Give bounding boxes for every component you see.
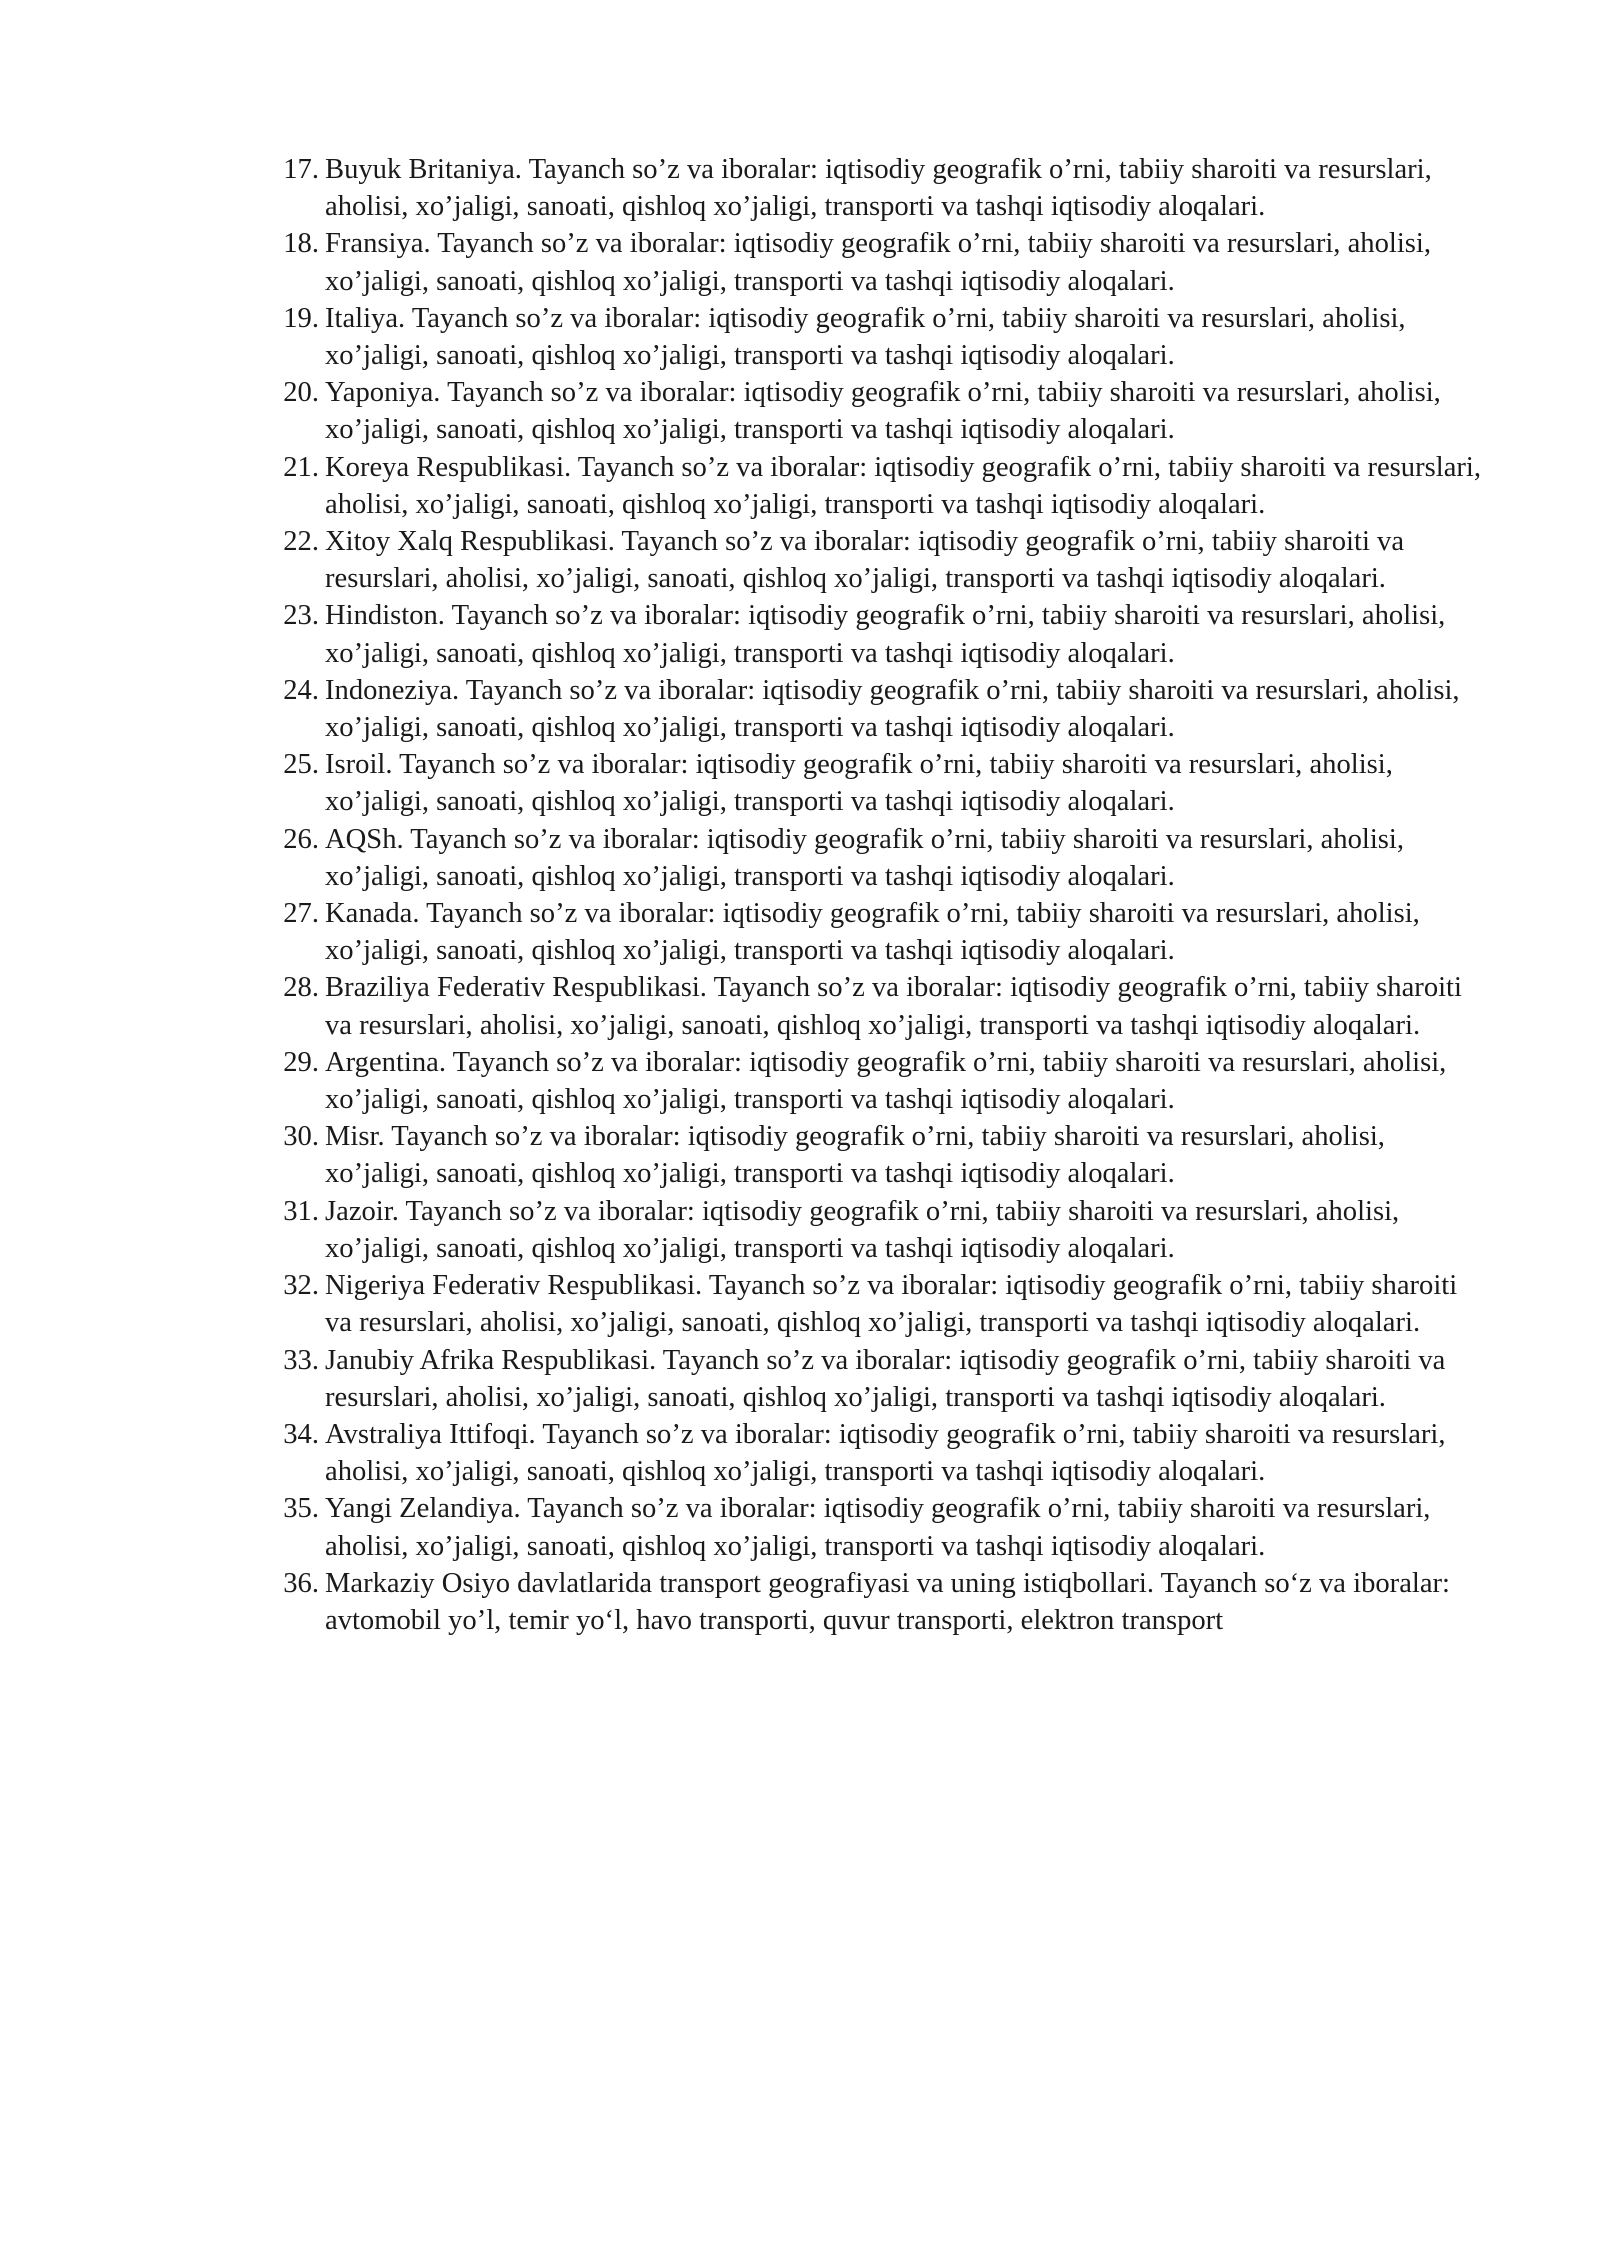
item-number: 20. bbox=[283, 377, 319, 409]
list-item bbox=[273, 225, 1488, 299]
topic-list bbox=[273, 151, 1488, 1639]
list-item bbox=[273, 895, 1488, 969]
item-number: 26. bbox=[283, 823, 319, 855]
item-number: 33. bbox=[283, 1344, 319, 1376]
list-item bbox=[273, 821, 1488, 895]
list-item bbox=[273, 523, 1488, 597]
list-item bbox=[273, 1193, 1488, 1267]
list-item bbox=[273, 1565, 1488, 1639]
item-text: Misr. Tayanch so’z va iboralar: iqtisodiy geografik o’rni, tabiiy sharoiti va resurslari, aholisi, xo’jaligi, sanoati, qishloq xo’jaligi, transporti va tashqi iqtisodiy aloqalari. bbox=[325, 1121, 1385, 1190]
list-item bbox=[273, 1490, 1488, 1564]
item-text: Fransiya. Tayanch so’z va iboralar: iqtisodiy geografik o’rni, tabiiy sharoiti va resurslari, aholisi, xo’jaligi, sanoati, qishloq xo’jaligi, transporti va tashqi iqtisodiy aloqalari. bbox=[325, 228, 1431, 297]
item-number: 27. bbox=[283, 898, 319, 930]
item-text: Buyuk Britaniya. Tayanch so’z va iboralar: iqtisodiy geografik o’rni, tabiiy sharoiti va resurslari, aholisi, xo’jaligi, sanoati, qishloq xo’jaligi, transporti va tashqi iqtisodiy aloqalari. bbox=[325, 154, 1432, 223]
item-text: Argentina. Tayanch so’z va iboralar: iqtisodiy geografik o’rni, tabiiy sharoiti va resurslari, aholisi, xo’jaligi, sanoati, qishloq xo’jaligi, transporti va tashqi iqtisodiy aloqalari. bbox=[325, 1046, 1447, 1116]
item-number: 24. bbox=[283, 674, 319, 706]
list-item bbox=[273, 1044, 1488, 1118]
item-text: Yaponiya. Tayanch so’z va iboralar: iqtisodiy geografik o’rni, tabiiy sharoiti va resurslari, aholisi, xo’jaligi, sanoati, qishloq xo’jaligi, transporti va tashqi iqtisodiy aloqalari. bbox=[325, 377, 1441, 446]
item-number: 18. bbox=[283, 228, 319, 260]
list-item bbox=[273, 1118, 1488, 1192]
item-number: 25. bbox=[283, 749, 319, 781]
item-number: 22. bbox=[283, 526, 319, 558]
item-text: Italiya. Tayanch so’z va iboralar: iqtisodiy geografik o’rni, tabiiy sharoiti va resurslari, aholisi, xo’jaligi, sanoati, qishloq xo’jaligi, transporti va tashqi iqtisodiy aloqalari. bbox=[325, 302, 1406, 372]
list-item bbox=[273, 449, 1488, 523]
list-item bbox=[273, 1416, 1488, 1490]
item-text: Janubiy Afrika Respublikasi. Tayanch so’z va iboralar: iqtisodiy geografik o’rni, tabiiy sharoiti va resurslari, aholisi, xo’jaligi, sanoati, qishloq xo’jaligi, transporti va tashqi iqtisodiy aloqalari. bbox=[325, 1344, 1446, 1413]
item-number: 30. bbox=[283, 1121, 319, 1153]
list-item bbox=[273, 597, 1488, 671]
item-number: 36. bbox=[283, 1567, 319, 1599]
item-text: AQSh. Tayanch so’z va iboralar: iqtisodiy geografik o’rni, tabiiy sharoiti va resurslari, aholisi, xo’jaligi, sanoati, qishloq xo’jaligi, transporti va tashqi iqtisodiy aloqalari. bbox=[325, 823, 1405, 892]
list-item bbox=[273, 151, 1488, 225]
list-item bbox=[273, 1342, 1488, 1416]
item-number: 35. bbox=[283, 1493, 319, 1525]
item-number: 31. bbox=[283, 1195, 319, 1227]
list-item bbox=[273, 374, 1488, 448]
list-item bbox=[273, 969, 1488, 1043]
item-text: Koreya Respublikasi. Tayanch so’z va iboralar: iqtisodiy geografik o’rni, tabiiy sharoiti va resurslari, aholisi, xo’jaligi, sanoati, qishloq xo’jaligi, transporti va tashqi iqtisodiy aloqalari. bbox=[325, 451, 1481, 520]
item-text: Braziliya Federativ Respublikasi. Tayanch so’z va iboralar: iqtisodiy geografik o’rni, tabiiy sharoiti va resurslari, aholisi, xo’jaligi, sanoati, qishloq xo’jaligi, transporti va tashqi iqtisodiy aloqalari. bbox=[325, 972, 1462, 1041]
item-number: 19. bbox=[283, 302, 319, 334]
item-text: Markaziy Osiyo davlatlarida transport geografiyasi va uning istiqbollari. Tayanch so‘z va iboralar: avtomobil yo’l, temir yo‘l, havo transporti, quvur transporti, elektron transport bbox=[325, 1567, 1450, 1636]
list-item bbox=[273, 1267, 1488, 1341]
item-text: Yangi Zelandiya. Tayanch so’z va iboralar: iqtisodiy geografik o’rni, tabiiy sharoiti va resurslari, aholisi, xo’jaligi, sanoati, qishloq xo’jaligi, transporti va tashqi iqtisodiy aloqalari. bbox=[325, 1493, 1431, 1562]
list-item bbox=[273, 300, 1488, 374]
item-number: 29. bbox=[283, 1046, 319, 1078]
item-number: 32. bbox=[283, 1270, 319, 1302]
item-number: 28. bbox=[283, 972, 319, 1004]
item-text: Isroil. Tayanch so’z va iboralar: iqtisodiy geografik o’rni, tabiiy sharoiti va resurslari, aholisi, xo’jaligi, sanoati, qishloq xo’jaligi, transporti va tashqi iqtisodiy aloqalari. bbox=[325, 749, 1393, 818]
item-number: 17. bbox=[283, 154, 319, 185]
item-number: 21. bbox=[283, 451, 319, 483]
item-number: 23. bbox=[283, 600, 319, 632]
item-text: Avstraliya Ittifoqi. Tayanch so’z va iboralar: iqtisodiy geografik o’rni, tabiiy sharoiti va resurslari, aholisi, xo’jaligi, sanoati, qishloq xo’jaligi, transporti va tashqi iqtisodiy aloqalari. bbox=[325, 1418, 1446, 1488]
list-item bbox=[273, 746, 1488, 820]
item-text: Jazoir. Tayanch so’z va iboralar: iqtisodiy geografik o’rni, tabiiy sharoiti va resurslari, aholisi, xo’jaligi, sanoati, qishloq xo’jaligi, transporti va tashqi iqtisodiy aloqalari. bbox=[325, 1195, 1400, 1264]
item-text: Kanada. Tayanch so’z va iboralar: iqtisodiy geografik o’rni, tabiiy sharoiti va resurslari, aholisi, xo’jaligi, sanoati, qishloq xo’jaligi, transporti va tashqi iqtisodiy aloqalari. bbox=[325, 898, 1420, 967]
item-text: Xitoy Xalq Respublikasi. Tayanch so’z va iboralar: iqtisodiy geografik o’rni, tabiiy sharoiti va resurslari, aholisi, xo’jaligi, sanoati, qishloq xo’jaligi, transporti va tashqi iqtisodiy aloqalari. bbox=[325, 526, 1405, 595]
item-number: 34. bbox=[283, 1418, 319, 1450]
item-text: Nigeriya Federativ Respublikasi. Tayanch so’z va iboralar: iqtisodiy geografik o’rni, tabiiy sharoiti va resurslari, aholisi, xo’jaligi, sanoati, qishloq xo’jaligi, transporti va tashqi iqtisodiy aloqalari. bbox=[325, 1270, 1458, 1339]
item-text: Indoneziya. Tayanch so’z va iboralar: iqtisodiy geografik o’rni, tabiiy sharoiti va resurslari, aholisi, xo’jaligi, sanoati, qishloq xo’jaligi, transporti va tashqi iqtisodiy aloqalari. bbox=[325, 674, 1460, 744]
item-text: Hindiston. Tayanch so’z va iboralar: iqtisodiy geografik o’rni, tabiiy sharoiti va resurslari, aholisi, xo’jaligi, sanoati, qishloq xo’jaligi, transporti va tashqi iqtisodiy aloqalari. bbox=[325, 600, 1446, 669]
list-item bbox=[273, 672, 1488, 746]
